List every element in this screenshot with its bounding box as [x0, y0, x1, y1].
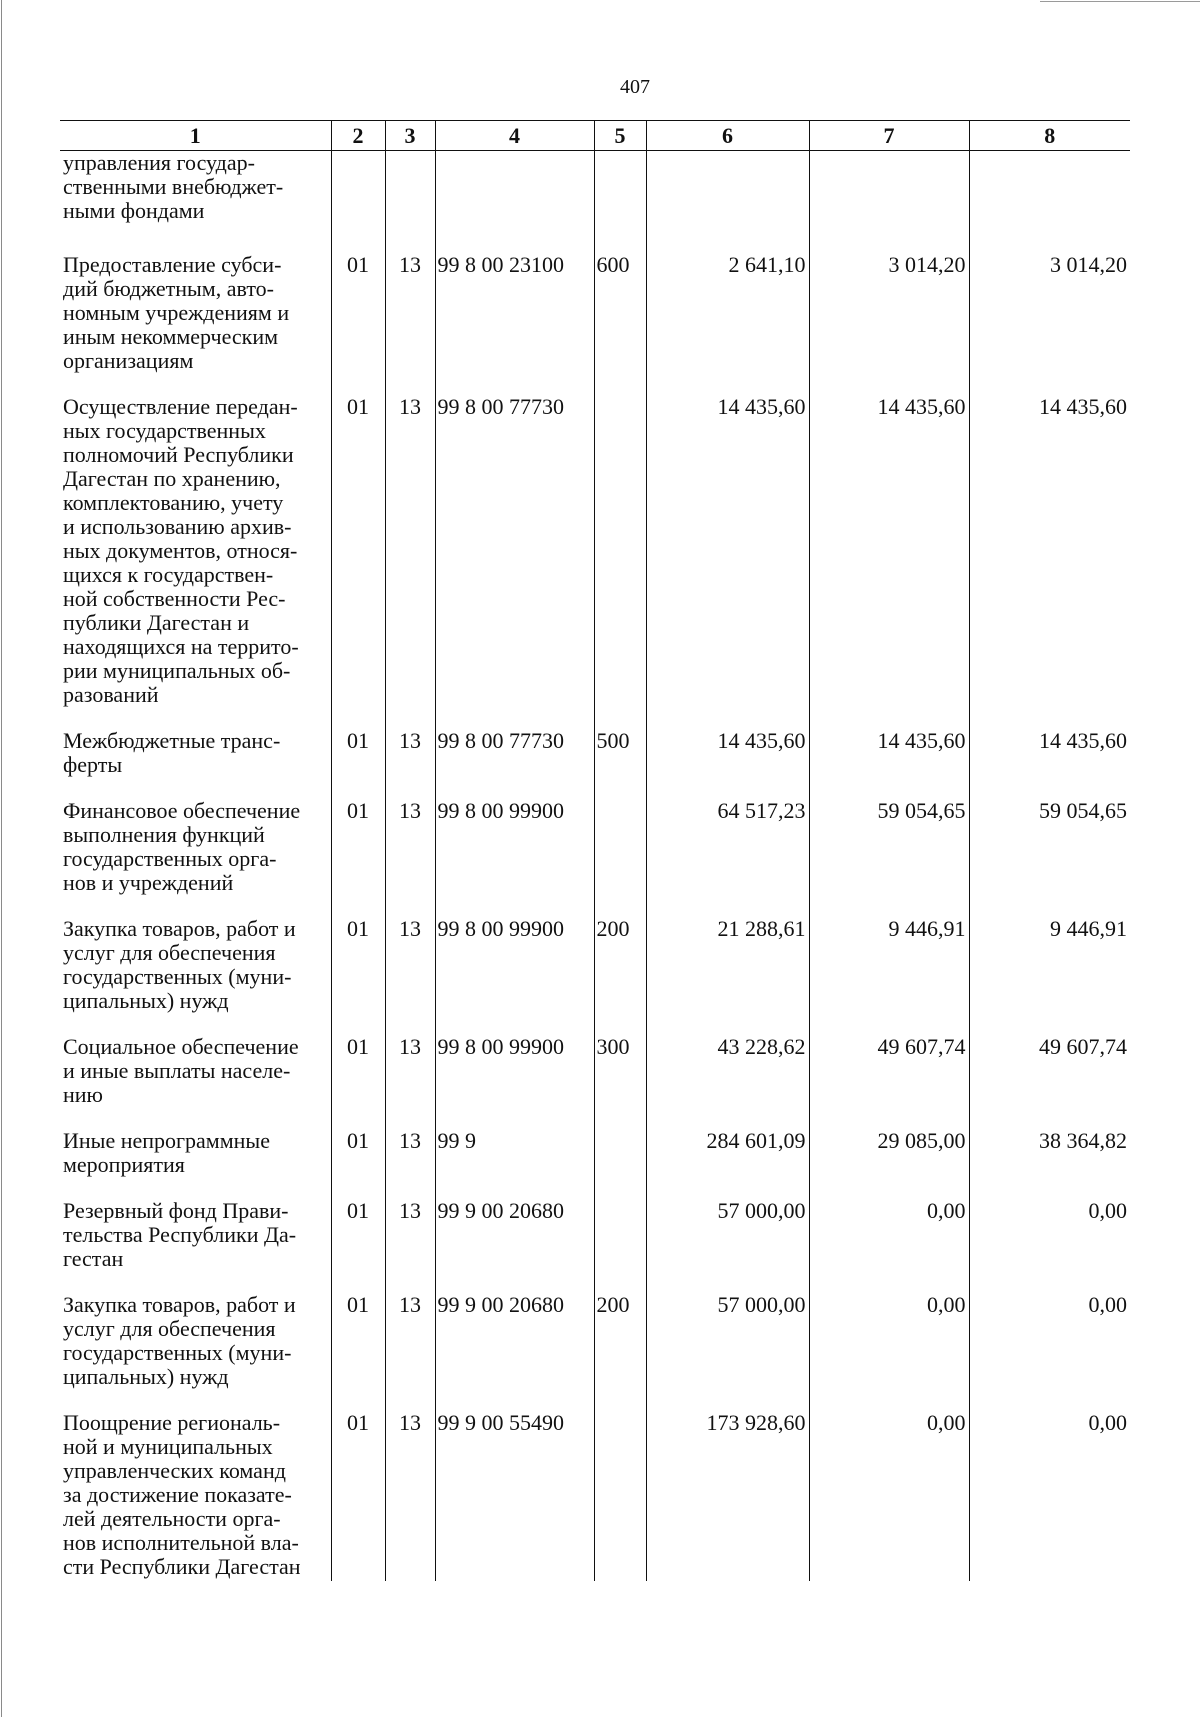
amount-col-8: 38 364,82	[969, 1129, 1130, 1199]
table-row	[60, 1293, 1130, 1411]
amount-col-7: 0,00	[809, 1199, 969, 1293]
amount-col-6: 284 601,09	[646, 1129, 809, 1199]
amount-col-6: 43 228,62	[646, 1035, 809, 1129]
subsection-code: 13	[385, 245, 435, 395]
item-name: Иные непрограммные мероприятия	[60, 1129, 331, 1199]
column-header-4: 4	[435, 121, 594, 151]
amount-col-6: 173 928,60	[646, 1411, 809, 1581]
target-article-code: 99 9 00 55490	[435, 1411, 594, 1581]
table-row	[60, 151, 1130, 246]
amount-col-8: 0,00	[969, 1293, 1130, 1411]
amount-col-7: 14 435,60	[809, 395, 969, 729]
table-row	[60, 1129, 1130, 1199]
subsection-code: 13	[385, 1199, 435, 1293]
subsection-code: 13	[385, 1411, 435, 1581]
subsection-code: 13	[385, 395, 435, 729]
expense-type-code: 500	[594, 729, 646, 799]
expense-type-code	[594, 799, 646, 917]
item-name: Предоставление субси- дий бюджетным, авто- номным учреждениям и иным некоммерческим организациям	[60, 245, 331, 395]
amount-col-8: 3 014,20	[969, 245, 1130, 395]
subsection-code: 13	[385, 917, 435, 1035]
amount-col-6: 57 000,00	[646, 1199, 809, 1293]
amount-col-8: 9 446,91	[969, 917, 1130, 1035]
subsection-code: 13	[385, 1293, 435, 1411]
section-code: 01	[331, 799, 385, 917]
amount-col-8: 14 435,60	[969, 729, 1130, 799]
target-article-code: 99 8 00 99900	[435, 917, 594, 1035]
item-name: Осуществление передан- ных государственных полномочий Республики Дагестан по хранению, комплектованию, учету и использованию архив- ных документов, относя- щихся к государствен- ной собственности Рес- публики Дагестан и находящихся на террито- рии муниципальных об- разований	[60, 395, 331, 729]
amount-col-8: 0,00	[969, 1199, 1130, 1293]
amount-col-7: 49 607,74	[809, 1035, 969, 1129]
amount-col-7: 14 435,60	[809, 729, 969, 799]
table-row	[60, 1035, 1130, 1129]
section-code: 01	[331, 245, 385, 395]
target-article-code: 99 8 00 99900	[435, 1035, 594, 1129]
expense-type-code: 200	[594, 917, 646, 1035]
column-header-3: 3	[385, 121, 435, 151]
column-header-8: 8	[969, 121, 1130, 151]
expense-type-code	[594, 1199, 646, 1293]
amount-col-7: 59 054,65	[809, 799, 969, 917]
budget-table-container	[60, 120, 1130, 1581]
expense-type-code	[594, 395, 646, 729]
target-article-code: 99 8 00 77730	[435, 729, 594, 799]
item-name: Закупка товаров, работ и услуг для обеспечения государственных (муни- ципальных) нужд	[60, 1293, 331, 1411]
target-article-code: 99 8 00 77730	[435, 395, 594, 729]
amount-col-8: 59 054,65	[969, 799, 1130, 917]
table-row	[60, 799, 1130, 917]
section-code: 01	[331, 1293, 385, 1411]
item-name: Финансовое обеспечение выполнения функций государственных орга- нов и учреждений	[60, 799, 331, 917]
amount-col-7: 3 014,20	[809, 245, 969, 395]
subsection-code: 13	[385, 1129, 435, 1199]
subsection-code: 13	[385, 1035, 435, 1129]
table-row	[60, 917, 1130, 1035]
subsection-code	[385, 151, 435, 246]
amount-col-8	[969, 151, 1130, 246]
section-code: 01	[331, 729, 385, 799]
column-header-1: 1	[60, 121, 331, 151]
amount-col-6: 21 288,61	[646, 917, 809, 1035]
amount-col-6: 64 517,23	[646, 799, 809, 917]
item-name: Резервный фонд Прави- тельства Республики Да- гестан	[60, 1199, 331, 1293]
section-code: 01	[331, 1411, 385, 1581]
amount-col-6: 2 641,10	[646, 245, 809, 395]
table-row	[60, 245, 1130, 395]
target-article-code: 99 9 00 20680	[435, 1199, 594, 1293]
section-code: 01	[331, 1129, 385, 1199]
section-code: 01	[331, 1199, 385, 1293]
section-code	[331, 151, 385, 246]
amount-col-6	[646, 151, 809, 246]
item-name: Закупка товаров, работ и услуг для обеспечения государственных (муни- ципальных) нужд	[60, 917, 331, 1035]
header-row	[60, 121, 1130, 151]
amount-col-7: 9 446,91	[809, 917, 969, 1035]
amount-col-7: 0,00	[809, 1293, 969, 1411]
scan-edge-top	[1040, 1, 1200, 2]
item-name: Поощрение региональ- ной и муниципальных управленческих команд за достижение показате- лей деятельности орга- нов исполнительной вла- сти Республики Дагестан	[60, 1411, 331, 1581]
target-article-code: 99 9	[435, 1129, 594, 1199]
expense-type-code	[594, 1411, 646, 1581]
item-name: Социальное обеспечение и иные выплаты населе- нию	[60, 1035, 331, 1129]
amount-col-7	[809, 151, 969, 246]
section-code: 01	[331, 917, 385, 1035]
amount-col-7: 29 085,00	[809, 1129, 969, 1199]
table-body	[60, 151, 1130, 1582]
table-row	[60, 729, 1130, 799]
expense-type-code	[594, 151, 646, 246]
budget-table	[60, 120, 1130, 1581]
amount-col-6: 57 000,00	[646, 1293, 809, 1411]
target-article-code: 99 8 00 99900	[435, 799, 594, 917]
target-article-code: 99 8 00 23100	[435, 245, 594, 395]
item-name: управления государ- ственными внебюджет- ными фондами	[60, 151, 331, 246]
amount-col-6: 14 435,60	[646, 395, 809, 729]
amount-col-6: 14 435,60	[646, 729, 809, 799]
amount-col-8: 0,00	[969, 1411, 1130, 1581]
amount-col-7: 0,00	[809, 1411, 969, 1581]
expense-type-code: 300	[594, 1035, 646, 1129]
section-code: 01	[331, 1035, 385, 1129]
column-header-2: 2	[331, 121, 385, 151]
expense-type-code: 200	[594, 1293, 646, 1411]
expense-type-code: 600	[594, 245, 646, 395]
table-row	[60, 395, 1130, 729]
target-article-code: 99 9 00 20680	[435, 1293, 594, 1411]
table-row	[60, 1411, 1130, 1581]
table-row	[60, 1199, 1130, 1293]
column-header-6: 6	[646, 121, 809, 151]
expense-type-code	[594, 1129, 646, 1199]
column-header-7: 7	[809, 121, 969, 151]
item-name: Межбюджетные транс- ферты	[60, 729, 331, 799]
scan-edge-left	[1, 0, 2, 1717]
subsection-code: 13	[385, 729, 435, 799]
column-header-5: 5	[594, 121, 646, 151]
amount-col-8: 14 435,60	[969, 395, 1130, 729]
amount-col-8: 49 607,74	[969, 1035, 1130, 1129]
page-number: 407	[620, 76, 650, 98]
subsection-code: 13	[385, 799, 435, 917]
target-article-code	[435, 151, 594, 246]
section-code: 01	[331, 395, 385, 729]
